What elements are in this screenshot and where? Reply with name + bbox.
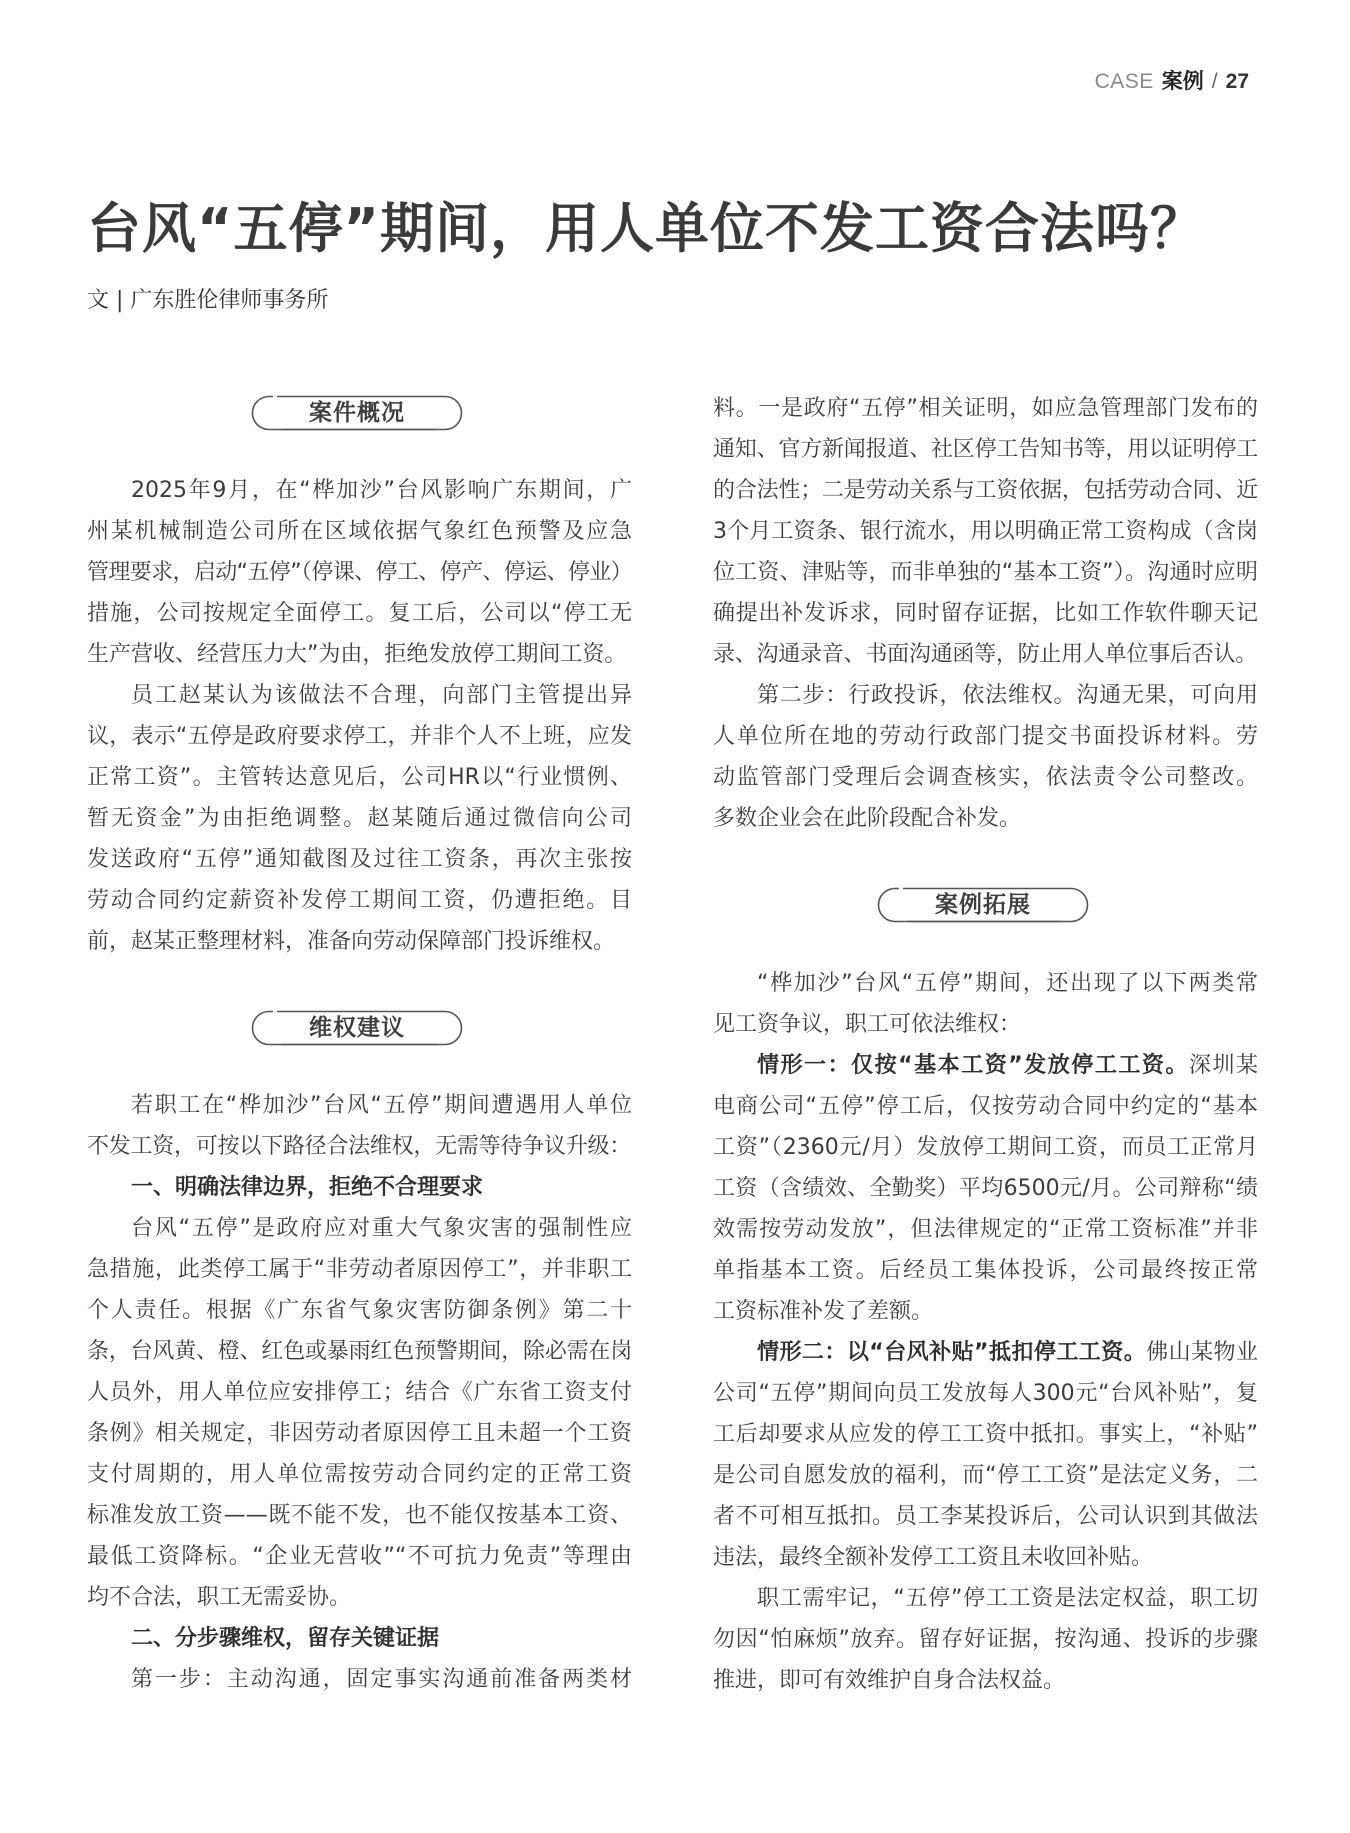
text-line: 标准发放工资——既不能不发，也不能仅按基本工资、 (87, 1503, 632, 1528)
text-line: 动监管部门受理后会调查核实，依法责令公司整改。 (713, 765, 1258, 790)
section-heading-case-extension (877, 887, 1089, 923)
section-heading-case-overview (251, 395, 463, 431)
paragraph-scenario-one (713, 1045, 1258, 1332)
right-column-block-c (713, 388, 1258, 839)
text-line: 员工赵某认为该做法不合理，向部门主管提出异 (131, 683, 632, 708)
text-line: 效需按劳动发放”，但法律规定的“正常工资标准”并非 (713, 1217, 1258, 1242)
text-line: 工后却要求从应发的停工工资中抵扣。事实上，“补贴” (713, 1422, 1258, 1447)
text-line: 工资（含绩效、全勤奖）平均6500元/月。公司辩称“绩 (713, 1176, 1258, 1201)
paragraph-advice-intro (87, 1085, 632, 1167)
text-line: 第一步：主动沟通，固定事实沟通前准备两类材 (131, 1667, 632, 1692)
article-byline: 文 | 广东胜伦律师事务所 (87, 288, 329, 313)
text-line: 急措施，此类停工属于“非劳动者原因停工”，并非职工 (87, 1257, 632, 1282)
text-line: 公司“五停”期间向员工发放每人300元“台风补贴”，复 (713, 1381, 1258, 1406)
section-heading-text: 维权建议 (309, 1015, 405, 1041)
text-line: 生产营收、经营压力大”为由，拒绝发放停工期间工资。 (87, 642, 627, 667)
right-column-block-d (713, 963, 1258, 1701)
scenario-two-lead-tail: 佛山某物业 (1146, 1340, 1258, 1365)
text-line: 不发工资，可按以下路径合法维权，无需等待争议升级： (87, 1134, 632, 1159)
text-line: 个人责任。根据《广东省气象灾害防御条例》第二十 (87, 1298, 632, 1323)
text-line: 正常工资”。主管转达意见后，公司HR以“行业惯例、 (87, 765, 632, 790)
text-line: 勿因“怕麻烦”放弃。留存好证据，按沟通、投诉的步骤 (713, 1627, 1258, 1652)
paragraph-overview-2 (87, 675, 632, 962)
text-line: 位工资、津贴等，而非单独的“基本工资”）。沟通时应明 (713, 560, 1258, 585)
section-heading-rights-advice (251, 1010, 463, 1046)
paragraph-conclusion (713, 1578, 1258, 1701)
page-number: 27 (1225, 70, 1249, 93)
subheading-step-by-step: 二、分步骤维权，留存关键证据 (131, 1626, 440, 1651)
text-line: 人单位所在地的劳动行政部门提交书面投诉材料。劳 (713, 724, 1258, 749)
scenario-one-lead-tail: 深圳某 (1188, 1053, 1258, 1078)
text-line: 录、沟通录音、书面沟通函等，防止用人单位事后否认。 (713, 642, 1258, 667)
text-line: 职工需牢记，“五停”停工工资是法定权益，职工切 (757, 1586, 1258, 1611)
paragraph-step-two (713, 675, 1258, 839)
text-line: 是公司自愿发放的福利，而“停工工资”是法定义务，二 (713, 1463, 1258, 1488)
text-line: 推进，即可有效维护自身合法权益。 (713, 1668, 1066, 1693)
text-line (713, 1045, 1258, 1086)
text-line: 通知、官方新闻报道、社区停工告知书等，用以证明停工 (713, 437, 1258, 462)
text-line: 州某机械制造公司所在区域依据气象红色预警及应急 (87, 519, 632, 544)
scenario-one-lead: 情形一：仅按“基本工资”发放停工工资。 (757, 1053, 1189, 1078)
text-line: 前，赵某正整理材料，准备向劳动保障部门投诉维权。 (87, 929, 616, 954)
left-column-block-b (87, 1085, 632, 1700)
text-line: 议，表示“五停是政府要求停工，并非个人不上班，应发 (87, 724, 632, 749)
text-line: 电商公司“五停”停工后，仅按劳动合同中约定的“基本 (713, 1094, 1258, 1119)
text-line: 工资标准补发了差额。 (713, 1299, 934, 1324)
text-line: 条例》相关规定，非因劳动者原因停工且未超一个工资 (87, 1421, 632, 1446)
text-line: 第二步：行政投诉，依法维权。沟通无果，可向用 (757, 683, 1258, 708)
text-line (713, 1332, 1258, 1373)
text-line: 见工资争议，职工可依法维权： (713, 1012, 1022, 1037)
text-line: 台风“五停”是政府应对重大气象灾害的强制性应 (131, 1216, 632, 1241)
text-line: 3个月工资条、银行流水，用以明确正常工资构成（含岗 (713, 519, 1258, 544)
section-heading-text: 案例拓展 (935, 892, 1031, 918)
text-line: 多数企业会在此阶段配合补发。 (713, 806, 1022, 831)
text-line: 人员外，用人单位应安排停工；结合《广东省工资支付 (87, 1380, 632, 1405)
article-title: 台风“五停”期间，用人单位不发工资合法吗？ (87, 197, 1205, 260)
text-line: 工资”（2360元/月）发放停工期间工资，而员工正常月 (713, 1135, 1258, 1160)
text-line: 支付周期的，用人单位需按劳动合同约定的正常工资 (87, 1462, 632, 1487)
text-line: 发送政府“五停”通知截图及过往工资条，再次主张按 (87, 847, 632, 872)
paragraph-step-one-start (87, 1659, 632, 1700)
text-line: 均不合法，职工无需妥协。 (87, 1585, 352, 1610)
paragraph-step-one-cont (713, 388, 1258, 675)
scenario-two-lead: 情形二：以“台风补贴”抵扣停工工资。 (757, 1340, 1147, 1365)
text-line: 管理要求，启动“五停”（停课、停工、停产、停运、停业） (87, 560, 632, 585)
text-line: 单指基本工资。后经员工集体投诉，公司最终按正常 (713, 1258, 1258, 1283)
text-line: 措施，公司按规定全面停工。复工后，公司以“停工无 (87, 601, 632, 626)
section-heading-text: 案件概况 (309, 400, 405, 426)
paragraph-scenario-two (713, 1332, 1258, 1578)
paragraph-overview-1 (87, 470, 632, 675)
text-line: 2025年9月，在“桦加沙”台风影响广东期间，广 (131, 478, 632, 503)
header-separator: / (1211, 70, 1218, 93)
text-line: 料。一是政府“五停”相关证明，如应急管理部门发布的 (713, 396, 1258, 421)
text-line: 者不可相互抵扣。员工李某投诉后，公司认识到其做法 (713, 1504, 1258, 1529)
left-column-block-a (87, 470, 632, 962)
text-line: 劳动合同约定薪资补发停工期间工资，仍遭拒绝。目 (87, 888, 632, 913)
text-line: 若职工在“桦加沙”台风“五停”期间遭遇用人单位 (131, 1093, 632, 1118)
section-label-cn: 案例 (1161, 69, 1204, 93)
section-label-en: CASE (1094, 70, 1154, 93)
text-line: 条，台风黄、橙、红色或暴雨红色预警期间，除必需在岗 (87, 1339, 632, 1364)
paragraph-legal-basis (87, 1208, 632, 1618)
text-line: 违法，最终全额补发停工工资且未收回补贴。 (713, 1545, 1154, 1570)
running-header (1095, 66, 1249, 97)
text-line: 确提出补发诉求，同时留存证据，比如工作软件聊天记 (713, 601, 1258, 626)
subheading-legal-boundary: 一、明确法律边界，拒绝不合理要求 (131, 1175, 484, 1200)
text-line: 暂无资金”为由拒绝调整。赵某随后通过微信向公司 (87, 806, 632, 831)
text-line: 的合法性；二是劳动关系与工资依据，包括劳动合同、近 (713, 478, 1258, 503)
paragraph-extension-intro (713, 963, 1258, 1045)
text-line: “桦加沙”台风“五停”期间，还出现了以下两类常 (757, 971, 1258, 996)
text-line: 最低工资降标。“企业无营收”“不可抗力免责”等理由 (87, 1544, 632, 1569)
